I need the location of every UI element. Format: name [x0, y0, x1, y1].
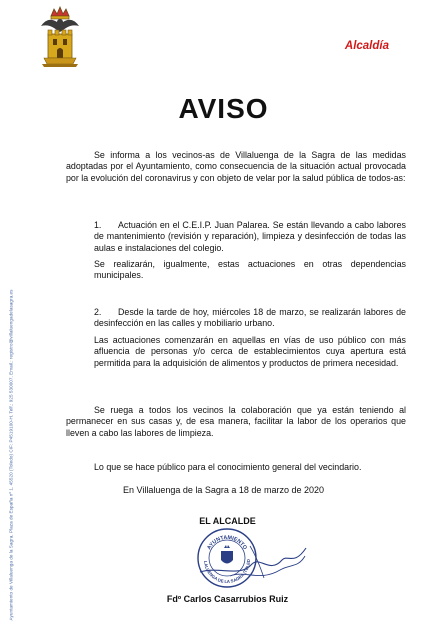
plea-text: Se ruega a todos los vecinos la colaboración que ya están teniendo al permanecer en sus casas y, de esa manera, facilitar la labor de los operarios que lleven a cabo las labores de limpieza. — [66, 405, 406, 438]
plea-paragraph — [66, 405, 406, 439]
seal-text-bottom: LALUENGA DE LA SAGRA (TOLED — [202, 559, 252, 585]
intro-text: Se informa a los vecinos-as de Villaluenga de la Sagra de las medidas adoptadas por el Ayuntamiento, como consecuencia de la situación actual provocada por la evolución del coronavirus y con objeto de velar por la salud pública de todos-as: — [66, 150, 406, 183]
list-item — [94, 220, 406, 254]
list-item-extra — [94, 259, 406, 282]
item-extra-text: Las actuaciones comenzarán en aquellas en vías de uso público con más afluencia de personas y/o cerca de establecimientos cuya apertura está permitida para la adquisición de alimentos y productos de primera necesidad. — [94, 335, 406, 368]
page-title: AVISO — [178, 93, 269, 124]
seal-text-top: AYUNTAMIENTO — [206, 534, 248, 551]
item-text: Actuación en el C.E.I.P. Juan Palarea. Se están llevando a cabo labores de mantenimiento (revisión y reparación), limpieza y desinfección de todas las aulas e instalaciones del colegio. — [94, 220, 406, 253]
signer-title: EL ALCALDE — [199, 516, 256, 526]
signer-name: Fdº Carlos Casarrubios Ruiz — [166, 594, 289, 604]
date-line: En Villaluenga de la Sagra a 18 de marzo de 2020 — [123, 485, 324, 495]
alcaldia-label: Alcaldía — [344, 40, 389, 52]
item-number: 1. — [94, 220, 102, 230]
intro-paragraph — [66, 150, 406, 184]
closing-text: Lo que se hace público para el conocimiento general del vecindario. — [94, 462, 362, 472]
list-item — [94, 307, 406, 330]
coat-of-arms-logo — [38, 6, 82, 68]
closing-paragraph — [66, 462, 406, 473]
item-extra-text: Se realizarán, igualmente, estas actuaciones en otras dependencias municipales. — [94, 259, 406, 281]
vertical-address-label: Ayuntamiento de Villaluenga de la Sagra. Plaza de España nº 1. 45520 (Toledo) CIF: P4519100-H. Telf.: 925 530007. Email.: registro@villaluengadelasagra.es — [8, 289, 14, 621]
vertical-address-text — [1, 289, 21, 621]
list-item-extra — [94, 335, 406, 369]
item-text: Desde la tarde de hoy, miércoles 18 de marzo, se realizarán labores de desinfección en las calles y mobiliario urbano. — [94, 307, 406, 329]
item-number: 2. — [94, 307, 102, 317]
official-seal-stamp — [190, 526, 308, 590]
